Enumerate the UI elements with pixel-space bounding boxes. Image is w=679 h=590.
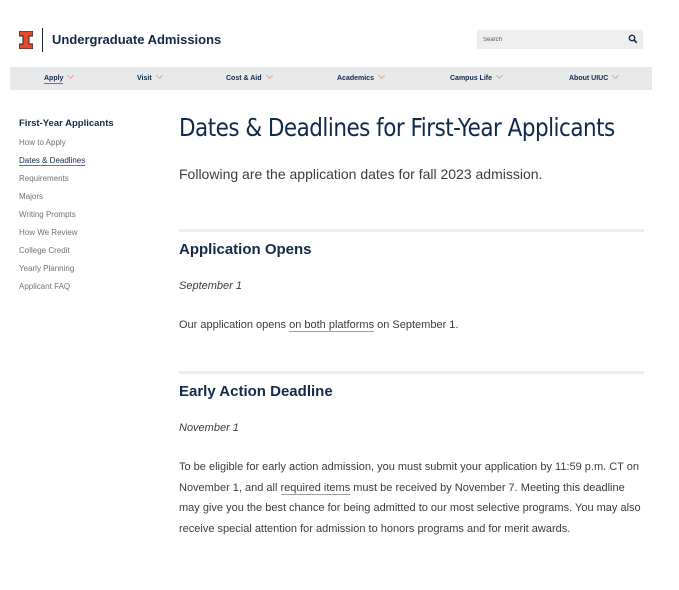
sidebar-item-link[interactable]: College Credit bbox=[19, 246, 70, 255]
sidebar-heading[interactable]: First-Year Applicants bbox=[19, 118, 114, 129]
section-heading-early-action-deadline: Early Action Deadline bbox=[179, 383, 333, 400]
nav-item-campus-life[interactable] bbox=[450, 67, 502, 90]
block-i-logo[interactable] bbox=[19, 31, 33, 49]
nav-item-label: Apply bbox=[44, 75, 64, 82]
body-text: must be received by November 7. Meeting this deadline may give you the best chance for being admitted to our most selective programs. You may also receive special attention for admission to honors programs and for merit awards. bbox=[179, 481, 641, 535]
sidebar-item-link[interactable]: Majors bbox=[19, 192, 44, 201]
sidebar-item-link[interactable]: Requirements bbox=[19, 174, 69, 183]
body-text: on September 1. bbox=[374, 319, 459, 331]
main-nav bbox=[10, 67, 652, 90]
sidebar-item-link[interactable]: Writing Prompts bbox=[19, 210, 76, 219]
sidebar-item-writing-prompts bbox=[19, 209, 85, 227]
sidebar-item-majors bbox=[19, 191, 85, 209]
sidebar-item-college-credit bbox=[19, 245, 85, 263]
page-title: Dates & Deadlines for First-Year Applicants bbox=[179, 113, 615, 142]
nav-item-cost-aid[interactable] bbox=[226, 67, 272, 90]
search-icon[interactable] bbox=[628, 34, 638, 44]
nav-item-label: Visit bbox=[137, 75, 152, 82]
sidebar-item-dates-deadlines bbox=[19, 155, 85, 173]
sidebar-nav bbox=[19, 137, 85, 299]
chevron-down-icon bbox=[378, 72, 385, 79]
section-body bbox=[179, 315, 641, 336]
sidebar-item-how-to-apply bbox=[19, 137, 85, 155]
sidebar-item-link[interactable]: Applicant FAQ bbox=[19, 282, 71, 291]
body-text: Our application opens bbox=[179, 319, 290, 331]
sidebar-item-link[interactable]: Yearly Planning bbox=[19, 264, 75, 273]
chevron-down-icon bbox=[156, 72, 163, 79]
sidebar-item-link[interactable]: How to Apply bbox=[19, 138, 66, 147]
section-date: September 1 bbox=[179, 280, 242, 292]
section-heading-application-opens: Application Opens bbox=[179, 241, 312, 258]
nav-item-label: Cost & Aid bbox=[226, 75, 262, 82]
nav-item-visit[interactable] bbox=[137, 67, 162, 90]
nav-item-about-uiuc[interactable] bbox=[569, 67, 618, 90]
chevron-down-icon bbox=[496, 72, 503, 79]
section-body bbox=[179, 457, 641, 539]
sidebar-item-how-we-review bbox=[19, 227, 85, 245]
on-both-platforms-link[interactable]: on both platforms bbox=[289, 319, 375, 331]
nav-item-label: About UIUC bbox=[569, 75, 609, 82]
nav-item-apply[interactable] bbox=[44, 67, 73, 90]
logo-divider bbox=[42, 28, 43, 52]
sidebar-item-yearly-planning bbox=[19, 263, 85, 281]
chevron-down-icon bbox=[265, 72, 272, 79]
sidebar-item-applicant-faq bbox=[19, 281, 85, 299]
body-text: To be eligible for early action admission, you must submit your application by 11:59 p.m. CT on November 1, and all bbox=[179, 461, 639, 494]
sidebar-item-requirements bbox=[19, 173, 85, 191]
chevron-down-icon bbox=[612, 72, 619, 79]
search-input[interactable] bbox=[477, 30, 643, 49]
chevron-down-icon bbox=[67, 72, 74, 79]
section-date: November 1 bbox=[179, 422, 239, 434]
nav-item-academics[interactable] bbox=[337, 67, 384, 90]
nav-item-label: Campus Life bbox=[450, 75, 493, 82]
section-divider bbox=[179, 229, 644, 232]
section-divider bbox=[179, 371, 644, 374]
site-title[interactable]: Undergraduate Admissions bbox=[52, 32, 222, 47]
nav-item-label: Academics bbox=[337, 75, 374, 82]
sidebar-item-link[interactable]: How We Review bbox=[19, 228, 78, 237]
required-items-link[interactable]: required items bbox=[280, 481, 351, 494]
intro-text: Following are the application dates for fall 2023 admission. bbox=[179, 166, 543, 182]
sidebar-item-link[interactable]: Dates & Deadlines bbox=[19, 156, 86, 165]
